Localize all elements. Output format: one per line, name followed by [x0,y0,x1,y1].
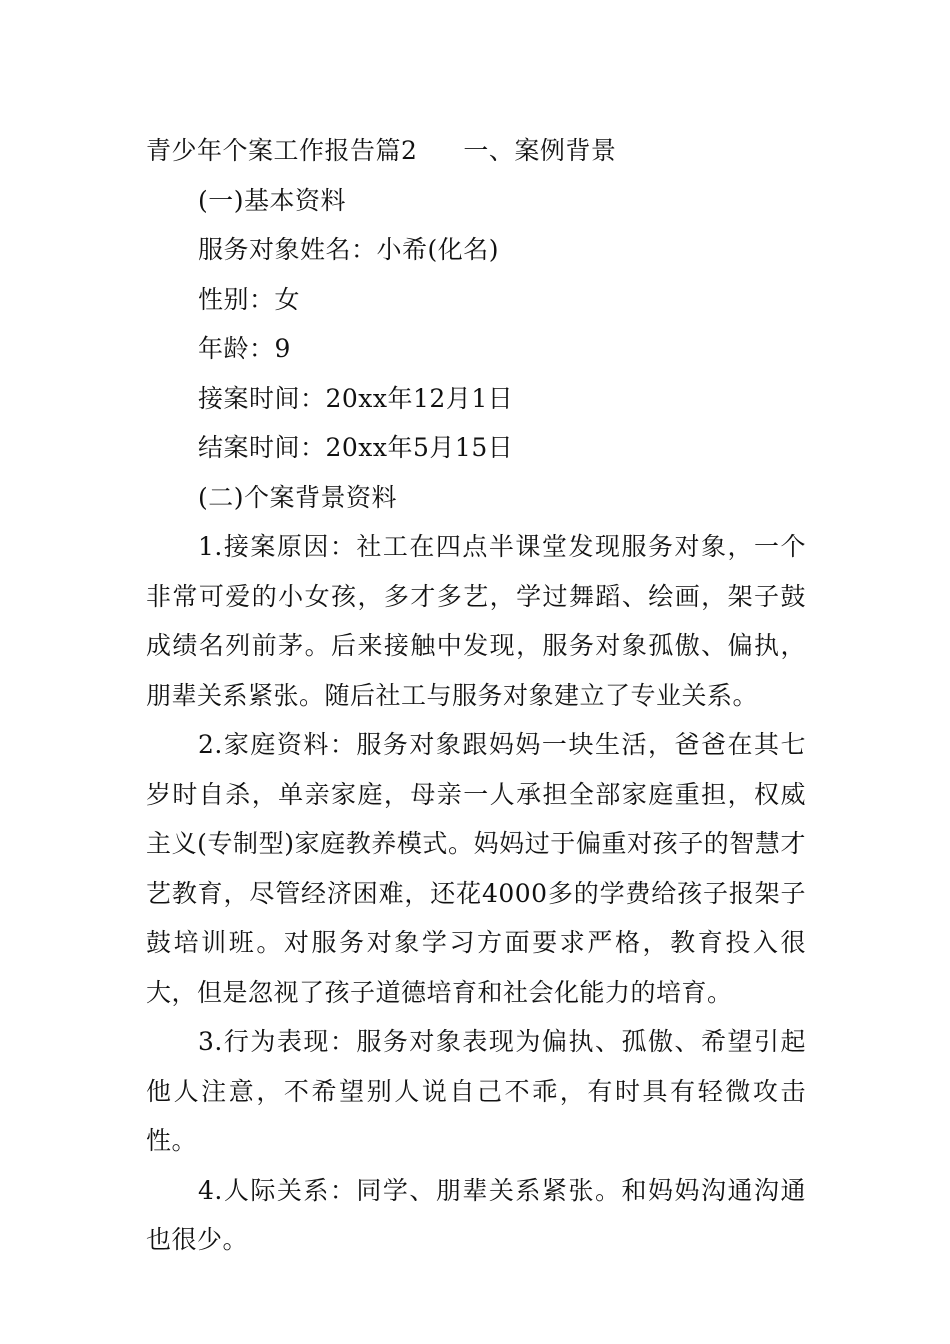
field-client-name: 服务对象姓名：小希(化名) [198,235,500,264]
field-intake-date: 接案时间：20xx年12月1日 [198,383,514,413]
field-age: 年龄：9 [198,334,291,363]
field-closing-date: 结案时间：20xx年5月15日 [198,433,514,462]
paragraph-intake-reason: 1.接案原因：社工在四点半课堂发现服务对象，一个非常可爱的小女孩，多才多艺，学过舞蹈、绘画，架子鼓成绩名列前茅。后来接触中发现，服务对象孤傲、偏执，朋辈关系紧张。随后社工与服务对象建立了专业关系。 [146,532,806,710]
paragraph-behavior: 3.行为表现：服务对象表现为偏执、孤傲、希望引起他人注意，不希望别人说自己不乖，有时具有轻微攻击性。 [146,1027,806,1155]
title-line [146,126,806,176]
document-body [146,126,806,1265]
basic-info-heading: (一)基本资料 [198,185,347,215]
paragraph-family-info: 2.家庭资料：服务对象跟妈妈一块生活，爸爸在其七岁时自杀，单亲家庭，母亲一人承担全部家庭重担，权威主义(专制型)家庭教养模式。妈妈过于偏重对孩子的智慧才艺教育，尽管经济困难，还花4000多的学费给孩子报架子鼓培训班。对服务对象学习方面要求严格，教育投入很大，但是忽视了孩子道德培育和社会化能力的培育。 [146,730,806,1007]
field-gender: 性别：女 [198,284,301,314]
background-heading: (二)个案背景资料 [198,482,398,512]
paragraph-relationships: 4.人际关系：同学、朋辈关系紧张。和妈妈沟通沟通也很少。 [146,1175,806,1254]
document-title: 青少年个案工作报告篇2 [146,136,418,165]
section-heading: 一、案例背景 [463,136,617,165]
